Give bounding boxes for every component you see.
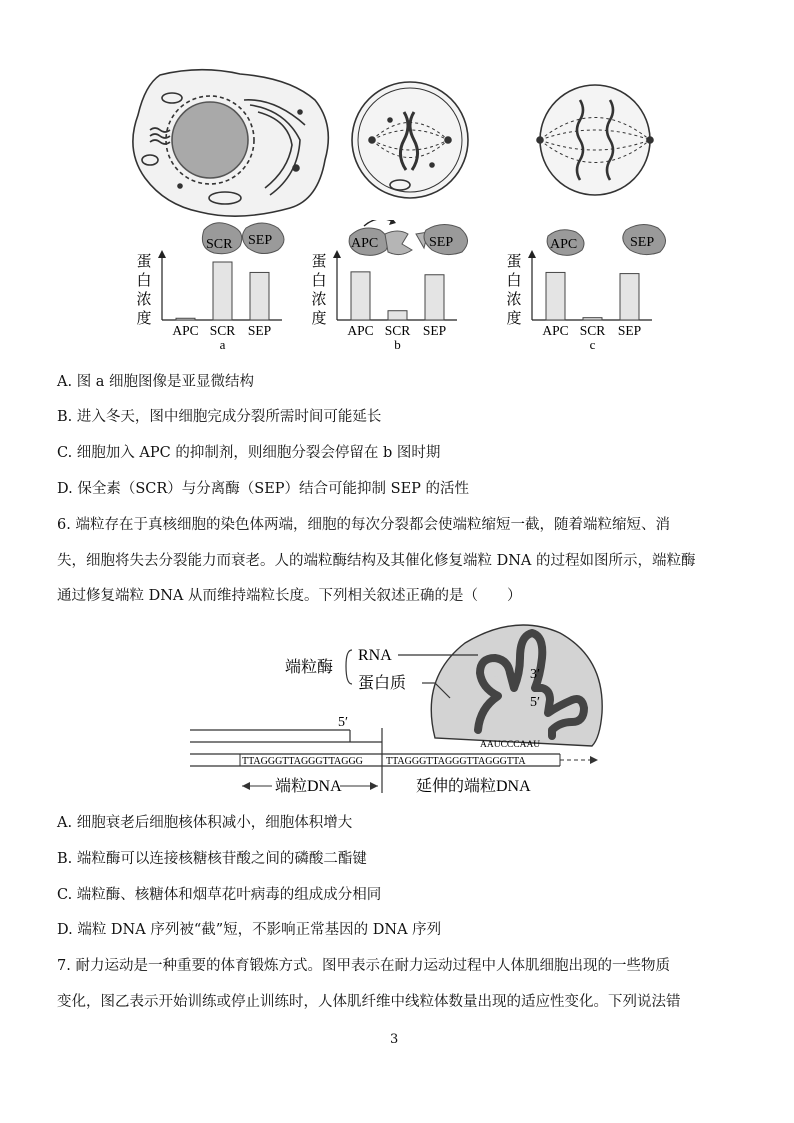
panel-label: c [589, 337, 596, 352]
cell-diagrams [0, 0, 794, 225]
blob-label-b-1: SEP [429, 235, 454, 250]
category-label: SEP [617, 323, 642, 338]
ylabel-char: 浓 [311, 292, 327, 308]
ylabel-char: 蛋 [136, 254, 152, 270]
blob-label-a-1: SEP [248, 233, 273, 248]
blob-label-c-1: SEP [630, 235, 655, 250]
q5-option-b: B. 进入冬天，图中细胞完成分裂所需时间可能延长 [57, 409, 382, 425]
protein-label: 蛋白质 [358, 675, 407, 692]
q6-option-a: A. 细胞衰老后细胞核体积减小，细胞体积增大 [57, 815, 353, 831]
q7-stem-line-2: 变化，图乙表示开始训练或停止训练时，人体肌纤维中线粒体数量出现的适应性变化。下列说法错 [57, 994, 681, 1010]
chart-b [311, 250, 457, 352]
prime-5-strand-label: 5′ [338, 715, 349, 730]
category-label: SEP [422, 323, 447, 338]
prime-3-label: 3′ [530, 667, 541, 682]
seq-left: TTAGGGTTAGGGTTAGGG [242, 756, 363, 767]
q5-option-a: A. 图 a 细胞图像是亚显微结构 [57, 374, 255, 390]
chart-c [506, 250, 652, 352]
cell-b-image [352, 82, 468, 198]
ylabel-char: 白 [311, 273, 327, 289]
cell-c-image [537, 85, 653, 195]
bar-scr [388, 311, 407, 320]
q6-stem-line-1: 6. 端粒存在于真核细胞的染色体两端，细胞的每次分裂都会使端粒缩短一截，随着端粒缩短、消 [57, 517, 670, 533]
rna-label: RNA [358, 647, 392, 664]
blob-group-a [202, 223, 284, 254]
q7-stem-line-1: 7. 耐力运动是一种重要的体育锻炼方式。图甲表示在耐力运动过程中人体肌细胞出现的一些物质 [57, 958, 670, 974]
category-label: APC [172, 323, 199, 338]
bar-apc [176, 318, 195, 320]
seq-right: TTAGGGTTAGGGTTAGGGTTA [386, 756, 526, 767]
bar-apc [351, 272, 370, 320]
ylabel-char: 浓 [506, 292, 522, 308]
ylabel-char: 度 [311, 311, 327, 327]
blob-group-b [349, 220, 467, 255]
blob-label-b-0: APC [351, 236, 379, 251]
category-label: APC [542, 323, 569, 338]
q6-option-d: D. 端粒 DNA 序列被“截”短，不影响正常基因的 DNA 序列 [57, 922, 442, 938]
ylabel-char: 浓 [136, 292, 152, 308]
y-axis-arrow [158, 250, 166, 258]
q5-option-c: C. 细胞加入 APC 的抑制剂，则细胞分裂会停留在 b 图时期 [57, 445, 441, 461]
q6-option-c: C. 端粒酶、核糖体和烟草花叶病毒的组成成分相同 [57, 887, 382, 903]
bar-sep [620, 274, 639, 320]
y-axis-arrow [528, 250, 536, 258]
protein-charts [0, 220, 794, 355]
page-number: 3 [390, 1032, 399, 1047]
ylabel-char: 白 [506, 273, 522, 289]
bar-scr [583, 318, 602, 320]
blob-label-c-0: APC [550, 237, 578, 252]
template-seq: AAUCCCAAU [480, 740, 541, 750]
category-label: SEP [247, 323, 272, 338]
chart-a [136, 250, 282, 352]
cell-a-image [133, 70, 328, 216]
bar-sep [425, 275, 444, 320]
q6-stem-line-2: 失，细胞将失去分裂能力而衰老。人的端粒酶结构及其催化修复端粒 DNA 的过程如图所示，端粒酶 [57, 553, 696, 569]
category-label: SCR [209, 323, 236, 338]
q6-stem-line-3: 通过修复端粒 DNA 从而维持端粒长度。下列相关叙述正确的是（ ） [57, 588, 522, 604]
telomere-dna-label: 端粒DNA [275, 778, 342, 795]
ylabel-char: 度 [506, 311, 522, 327]
telomerase-figure [180, 618, 620, 808]
bar-scr [213, 262, 232, 320]
blob-group-c [547, 224, 665, 255]
ylabel-char: 白 [136, 273, 152, 289]
y-axis-arrow [333, 250, 341, 258]
prime-5-enzyme-label: 5′ [530, 695, 541, 710]
bar-apc [546, 272, 565, 320]
telomerase-label: 端粒酶 [285, 659, 334, 676]
ylabel-char: 蛋 [311, 254, 327, 270]
panel-label: b [394, 337, 401, 352]
panel-label: a [219, 337, 226, 352]
ylabel-char: 蛋 [506, 254, 522, 270]
blob-label-a-0: SCR [206, 237, 233, 252]
category-label: SCR [384, 323, 411, 338]
bar-sep [250, 272, 269, 320]
category-label: APC [347, 323, 374, 338]
extended-dna-label: 延伸的端粒DNA [416, 778, 531, 795]
q6-option-b: B. 端粒酶可以连接核糖核苷酸之间的磷酸二酯键 [57, 851, 367, 867]
category-label: SCR [579, 323, 606, 338]
q5-option-d: D. 保全素（SCR）与分离酶（SEP）结合可能抑制 SEP 的活性 [57, 481, 470, 497]
ylabel-char: 度 [136, 311, 152, 327]
